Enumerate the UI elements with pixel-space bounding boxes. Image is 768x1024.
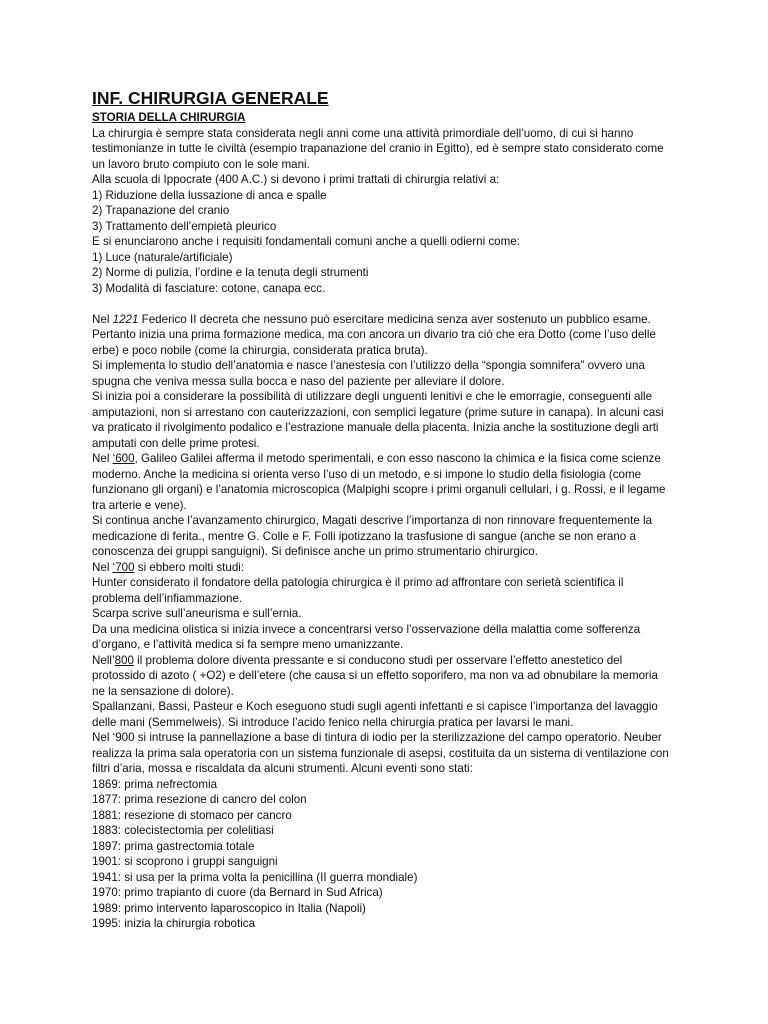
list-item: 3) Trattamento dell’empietà pleurico	[92, 219, 277, 233]
text-fragment: Nel	[92, 312, 113, 326]
timeline-item: 1901: si scoprono i gruppi sanguigni	[92, 855, 278, 868]
blank-line	[92, 296, 682, 312]
history-block	[92, 312, 682, 777]
text-line: ne la sensazione di dolore).	[92, 684, 234, 698]
year-1221: 1221	[112, 312, 139, 326]
text-fragment: il problema dolore diventa pressante e si conducono studi per osservare l’effetto anestetico del	[133, 653, 623, 667]
text-line: Da una medicina olistica si inizia invece a concentrarsi verso l’osservazione della malattia come sofferenza	[92, 622, 641, 636]
text-line	[92, 560, 682, 576]
year-800: 800	[114, 653, 134, 667]
year-700: ‘700	[112, 560, 135, 574]
year-600: ‘600	[112, 452, 135, 465]
text-line: protossido di azoto ( +O2) e dell’etere (che causa si un effetto soporifero, ma non va ad obnubilare la memoria	[92, 669, 658, 682]
text-fragment: Nel	[92, 560, 113, 574]
text-line: Spallanzani, Bassi, Pasteur e Koch eseguono studi sugli agenti infettanti e si capisce l’importanza del lavaggio	[92, 700, 658, 713]
text-line: Si inizia poi a considerare la possibilità di utilizzare degli unguenti lenitivi e che le emorragie, conseguenti alle	[92, 390, 653, 403]
text-line: testimonianze in tutte le civiltà (esempio trapanazione del cranio in Egitto), ed è sempre stato considerato come	[92, 142, 664, 155]
text-line: Hunter considerato il fondatore della patologia chirurgica è il primo ad affrontare con serietà scientifica il	[92, 576, 624, 589]
list-item: 2) Norme di pulizia, l’ordine e la tenuta degli strumenti	[92, 266, 369, 279]
timeline-list	[92, 777, 682, 932]
text-line: va praticato il rivolgimento podalico e l’estrazione manuale della placenta. Inizia anche la sostituzione degli arti	[92, 421, 659, 434]
intro-block	[92, 126, 682, 297]
text-line: Si implementa lo studio dell’anatomia e nasce l’anestesia con l’utilizzo della “spongia somnifera” ovvero una	[92, 359, 645, 372]
text-line: erbe) e poco nobile (come la chirurgia, considerata pratica bruta).	[92, 343, 428, 357]
text-line: funzionano gli organi) e l’anatomia microscopica (Malpighi scopre i primi organuli cellulari, i g. Rossi, e il legame	[92, 483, 666, 496]
text-line: filtri d’aria, mossa e riscaldata da alcuni strumenti. Alcuni eventi sono stati:	[92, 762, 473, 775]
text-line: Scarpa scrive sull’aneurisma e sull’ernia.	[92, 607, 302, 620]
list-item: 1) Luce (naturale/artificiale)	[92, 250, 233, 264]
text-fragment: Nel	[92, 452, 113, 465]
text-fragment: , Galileo Galilei afferma il metodo sperimentali, e con esso nascono la chimica e la fisica come scienze	[134, 452, 661, 465]
text-fragment: Nell’	[92, 653, 115, 667]
text-fragment: Federico II decreta che nessuno può esercitare medicina senza aver sostenuto un pubblico esame.	[138, 312, 651, 326]
text-line: tra arterie e vene).	[92, 498, 187, 512]
timeline-item: 1897: prima gastrectomia totale	[92, 839, 255, 853]
text-line: conoscenza dei gruppi sanguigni). Si definisce anche un primo strumentario chirurgico.	[92, 545, 538, 558]
section-title: STORIA DELLA CHIRURGIA	[92, 111, 246, 124]
text-line: un lavoro bruto compiuto con le sole mani.	[92, 157, 310, 171]
text-line: moderno. Anche la medicina si orienta verso l’uso di un metodo, e si impone lo studio della fisiologia (come	[92, 467, 642, 481]
timeline-item: 1881: resezione di stomaco per cancro	[92, 808, 292, 822]
text-line: E si enunciarono anche i requisiti fondamentali comuni anche a quelli odierni come:	[92, 235, 520, 248]
timeline-item: 1995: inizia la chirurgia robotica	[92, 917, 256, 930]
document-title: INF. CHIRURGIA GENERALE	[92, 88, 329, 108]
list-item: 3) Modalità di fasciature: cotone, canapa ecc.	[92, 281, 326, 295]
text-line: Si continua anche l’avanzamento chirurgico, Magati descrive l’importanza di non rinnovare frequentemente la	[92, 514, 653, 527]
timeline-item: 1941: si usa per la prima volta la penicillina (II guerra mondiale)	[92, 870, 418, 884]
text-line: realizza la prima sala operatoria con un sistema funzionale di asepsi, costituita da un sistema di ventilazione con	[92, 746, 669, 760]
document-body	[92, 87, 682, 932]
text-line: problema dell’infiammazione.	[92, 591, 243, 605]
text-line: amputazioni, non si arrestano con cauterizzazioni, con semplici legature (prime suture in canapa). In alcuni casi	[92, 405, 664, 419]
text-line: Nel ‘900 si intruse la pannellazione a base di tintura di iodio per la sterilizzazione del campo operatorio. Neuber	[92, 731, 662, 744]
text-line: Alla scuola di Ippocrate (400 A.C.) si devono i primi trattati di chirurgia relativi a:	[92, 173, 500, 186]
text-line: spugna che veniva messa sulla bocca e naso del paziente per alleviare il dolore.	[92, 374, 505, 388]
text-line: amputati con delle prime protesi.	[92, 436, 260, 450]
text-line	[92, 653, 682, 669]
list-item: 2) Trapanazione del cranio	[92, 204, 230, 217]
timeline-item: 1869: prima nefrectomia	[92, 777, 218, 791]
timeline-item: 1877: prima resezione di cancro del colon	[92, 793, 307, 806]
text-line	[92, 312, 682, 328]
text-line	[92, 451, 682, 467]
timeline-item: 1883: colecistectomia per colelitiasi	[92, 824, 274, 837]
text-line: medicazione di ferita., mentre G. Colle e F. Folli ipotizzano la trasfusione di sangue (anche se non erano a	[92, 529, 636, 543]
timeline-item: 1970: primo trapianto di cuore (da Bernard in Sud Africa)	[92, 886, 383, 899]
text-line: Pertanto inizia una prima formazione medica, ma con ancora un divario tra ciò che era Dotto (come l’uso delle	[92, 328, 656, 341]
list-item: 1) Riduzione della lussazione di anca e spalle	[92, 188, 327, 202]
timeline-item: 1989: primo intervento laparoscopico in Italia (Napoli)	[92, 901, 366, 915]
text-fragment: si ebbero molti studi:	[134, 560, 245, 574]
text-line: delle mani (Semmelweis). Si introduce l’acido fenico nella chirurgia pratica per lavarsi le mani.	[92, 715, 574, 729]
text-line: d’organo, e l’attività medica si fa sempre meno umanizzante.	[92, 638, 404, 651]
text-line: La chirurgia è sempre stata considerata negli anni come una attività primordiale dell’uomo, di cui si hanno	[92, 126, 634, 140]
